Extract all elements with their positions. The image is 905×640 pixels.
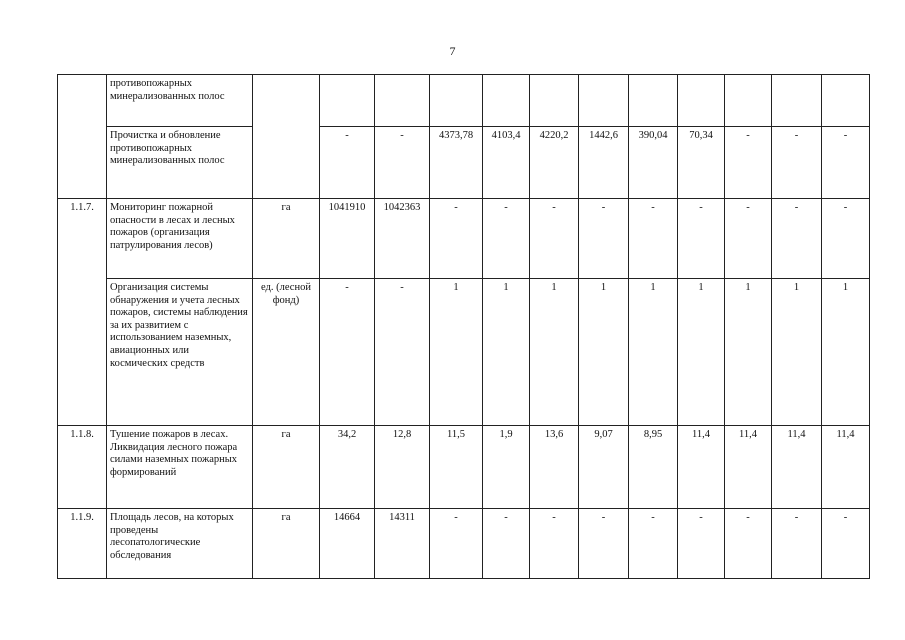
value-cell: 1,9: [483, 426, 530, 509]
value-cell: -: [375, 127, 430, 199]
value-cell: -: [483, 199, 530, 279]
value-cell: [772, 75, 822, 127]
value-cell: -: [629, 509, 678, 579]
page-number: 7: [449, 44, 456, 58]
value-cell: 4103,4: [483, 127, 530, 199]
table-row: [58, 279, 870, 426]
row-name-cell: Тушение пожаров в лесах. Ликвидация лесного пожара силами наземных пожарных формирований: [107, 426, 253, 509]
value-cell: 1042363: [375, 199, 430, 279]
value-cell: 4220,2: [530, 127, 579, 199]
value-cell: 1: [772, 279, 822, 426]
row-number-cell: 1.1.8.: [58, 426, 107, 509]
table-row: [58, 199, 870, 279]
value-cell: 8,95: [629, 426, 678, 509]
row-name-cell: Мониторинг пожарной опасности в лесах и лесных пожаров (организация патрулирования лесов): [107, 199, 253, 279]
value-cell: [629, 75, 678, 127]
value-cell: -: [320, 279, 375, 426]
row-unit-cell: га: [253, 509, 320, 579]
value-cell: -: [430, 199, 483, 279]
value-cell: -: [678, 199, 725, 279]
value-cell: -: [822, 127, 870, 199]
value-cell: -: [725, 199, 772, 279]
value-cell: [320, 75, 375, 127]
row-name-cell: Организация системы обнаружения и учета лесных пожаров, системы наблюдения за их развитием с использованием наземных, авиационных или космических средств: [107, 279, 253, 426]
row-unit-cell: га: [253, 426, 320, 509]
value-cell: -: [483, 509, 530, 579]
value-cell: 1: [725, 279, 772, 426]
value-cell: -: [579, 199, 629, 279]
value-cell: [530, 75, 579, 127]
value-cell: [725, 75, 772, 127]
value-cell: [822, 75, 870, 127]
data-table: [57, 74, 870, 579]
value-cell: 1: [483, 279, 530, 426]
value-cell: 11,4: [678, 426, 725, 509]
value-cell: -: [530, 509, 579, 579]
value-cell: 1: [430, 279, 483, 426]
table-row: [58, 127, 870, 199]
value-cell: 11,4: [725, 426, 772, 509]
value-cell: -: [772, 127, 822, 199]
value-cell: 1: [629, 279, 678, 426]
table-row: [58, 426, 870, 509]
value-cell: 11,5: [430, 426, 483, 509]
row-number-cell: 1.1.9.: [58, 509, 107, 579]
value-cell: -: [725, 127, 772, 199]
value-cell: 4373,78: [430, 127, 483, 199]
row-name-cell: противопожарных минерализованных полос: [107, 75, 253, 127]
value-cell: -: [822, 509, 870, 579]
value-cell: -: [579, 509, 629, 579]
row-name-cell: Площадь лесов, на которых проведены лесопатологические обследования: [107, 509, 253, 579]
row-unit-cell: га: [253, 199, 320, 279]
value-cell: 34,2: [320, 426, 375, 509]
value-cell: -: [822, 199, 870, 279]
value-cell: -: [678, 509, 725, 579]
value-cell: -: [320, 127, 375, 199]
row-number-cell: 1.1.7.: [58, 199, 107, 426]
value-cell: 1: [678, 279, 725, 426]
value-cell: -: [430, 509, 483, 579]
row-number-cell: [58, 75, 107, 199]
value-cell: 1442,6: [579, 127, 629, 199]
value-cell: 11,4: [822, 426, 870, 509]
value-cell: 14311: [375, 509, 430, 579]
value-cell: [430, 75, 483, 127]
value-cell: 14664: [320, 509, 375, 579]
value-cell: 9,07: [579, 426, 629, 509]
value-cell: -: [375, 279, 430, 426]
value-cell: 13,6: [530, 426, 579, 509]
row-unit-cell: ед. (лесной фонд): [253, 279, 320, 426]
value-cell: [375, 75, 430, 127]
value-cell: 1041910: [320, 199, 375, 279]
value-cell: 390,04: [629, 127, 678, 199]
value-cell: [483, 75, 530, 127]
value-cell: 70,34: [678, 127, 725, 199]
value-cell: 1: [579, 279, 629, 426]
row-unit-cell: [253, 75, 320, 199]
row-name-cell: Прочистка и обновление противопожарных минерализованных полос: [107, 127, 253, 199]
table-row: [58, 75, 870, 127]
value-cell: -: [772, 199, 822, 279]
value-cell: 11,4: [772, 426, 822, 509]
value-cell: 12,8: [375, 426, 430, 509]
value-cell: -: [629, 199, 678, 279]
value-cell: -: [530, 199, 579, 279]
value-cell: 1: [822, 279, 870, 426]
table-row: [58, 509, 870, 579]
value-cell: 1: [530, 279, 579, 426]
value-cell: -: [725, 509, 772, 579]
value-cell: [579, 75, 629, 127]
value-cell: [678, 75, 725, 127]
value-cell: -: [772, 509, 822, 579]
